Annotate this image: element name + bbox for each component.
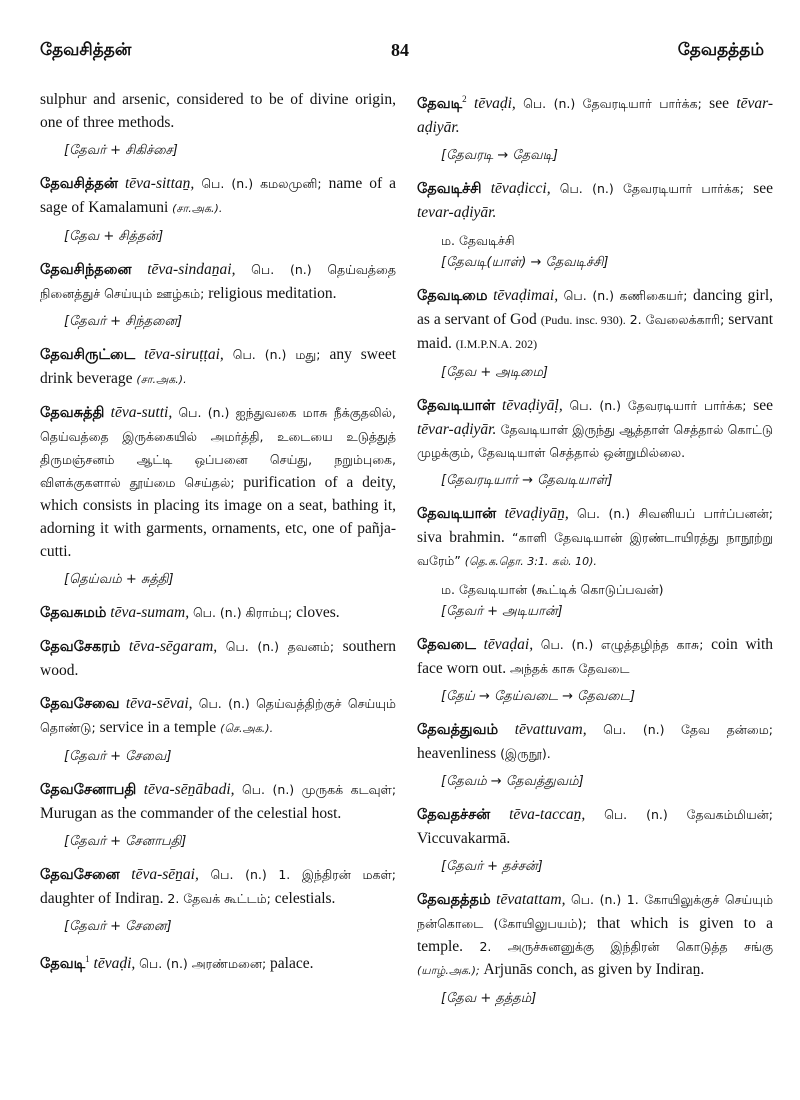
running-head-left: தேவசித்தன் xyxy=(40,40,132,60)
part-of-speech: பெ. (n.) xyxy=(201,176,254,191)
definition-ta: தேவரடியார் பார்க்க; xyxy=(622,181,744,197)
transliteration: tēvattuvam, xyxy=(514,721,587,739)
definition-en: southern wood. xyxy=(40,638,396,679)
headword: தேவசேகரம் xyxy=(40,639,121,655)
definition-en: celestials. xyxy=(274,890,336,907)
transliteration: tēvaḍiyāḷ, xyxy=(502,397,563,415)
entry-tevasindanai xyxy=(40,258,396,305)
part-of-speech: பெ. (n.) xyxy=(225,639,280,654)
definition-ta: எழுத்தழிந்த காசு; xyxy=(600,637,704,653)
part-of-speech: பெ. (n.) xyxy=(192,605,242,620)
definition-ta: தெய்வத்திற்குச் செய்யும் தொண்டு; xyxy=(40,696,396,735)
definition-en: Viccuvakarmā. xyxy=(417,830,511,848)
proverb: தேவடியாள் இருந்து ஆத்தாள் செத்தால் கொட்டு முழக்கும், தேவடியாள் செத்தால் ஒன்றுமில்லை. xyxy=(417,422,774,461)
etymology: [தேவர் + சேவை] xyxy=(64,749,172,764)
headword: தேவடை xyxy=(417,637,476,654)
etymology: [தேவடி(யாள்) → தேவடிச்சி] xyxy=(441,255,609,271)
part-of-speech: பெ. (n.) xyxy=(139,956,188,972)
transliteration: tēva-sumam, xyxy=(110,604,190,621)
entry-tevadimai xyxy=(417,284,773,356)
headword: தேவசுத்தி xyxy=(40,405,105,421)
etymology: [தேவர் + அடியான்] xyxy=(441,604,563,620)
source-ref: (யாழ்.அக.); xyxy=(417,964,480,978)
transliteration: tēva-taccaṉ, xyxy=(509,806,586,824)
entry-tevasutti xyxy=(40,401,396,563)
transliteration: tēva-siruṭṭai, xyxy=(144,346,224,363)
part-of-speech: பெ. (n.) xyxy=(577,506,631,522)
etymology: [தேவ + அடிமை] xyxy=(441,365,548,381)
transliteration: tēva-sutti, xyxy=(110,404,173,421)
definition-ta: தேவ தன்மை; xyxy=(681,722,773,738)
transliteration: tēva-sēṉābadi, xyxy=(143,781,235,798)
entry-tevadi-2 xyxy=(417,88,773,139)
definition-en: any sweet drink beverage xyxy=(40,346,397,387)
headword: தேவசிந்தனை xyxy=(40,262,132,278)
definition-en: siva brahmin. xyxy=(417,529,505,547)
entry-tevasegaram xyxy=(40,635,396,682)
part-of-speech: பெ. (n.) xyxy=(569,398,622,414)
headword: தேவதச்சன் xyxy=(417,807,491,824)
running-head-right: தேவதத்தம் xyxy=(677,40,764,60)
entry-tevatattam xyxy=(417,888,773,982)
part-of-speech: பெ. (n.) xyxy=(251,262,312,277)
transliteration: tēva-sindaṉai, xyxy=(147,261,236,278)
transliteration: tēvaḍicci, xyxy=(490,180,551,198)
definition-en: servant maid. xyxy=(417,311,774,353)
headword: தேவசேனாபதி xyxy=(40,782,137,798)
etymology: [தேவர் + சேனாபதி] xyxy=(64,834,187,849)
definition-ta: வேலைக்காரி; xyxy=(645,312,725,328)
definition-en: purification of a deity, which consists in placing its image on a seat, bathing it, adorning it with garments, ornaments, etc, one of pañja-cutti. xyxy=(40,474,396,560)
part-of-speech: பெ. (n.) xyxy=(570,892,622,908)
headword: தேவசுமம் xyxy=(40,605,107,621)
headword: தேவடி xyxy=(417,96,463,113)
left-column xyxy=(40,88,396,976)
source-ref: (சா.அக.). xyxy=(136,373,187,386)
entry-tevadiyal xyxy=(417,394,773,464)
definition-ta: தேவரடியார் பார்க்க; xyxy=(582,96,702,112)
definition-ta: தவனம்; xyxy=(287,639,335,654)
transliteration: tēvaḍai, xyxy=(483,636,534,654)
headword: தேவடியான் xyxy=(417,506,497,523)
entry-continuation xyxy=(40,88,396,134)
usage-example: அந்தக் காசு தேவடை xyxy=(509,661,630,677)
etymology: [தேவம் → தேவத்துவம்] xyxy=(441,774,584,790)
definition-en: palace. xyxy=(270,955,314,973)
headword: தேவசித்தன் xyxy=(40,176,118,192)
part-of-speech: பெ. (n.) xyxy=(178,405,230,420)
sense-number: 2. xyxy=(629,312,642,328)
definition-en: see xyxy=(709,95,729,113)
entry-tevadi-1 xyxy=(40,948,396,976)
definition-ta: தேவக் கூட்டம்; xyxy=(183,891,271,906)
definition-en: name of a sage of Kamalamuni xyxy=(40,175,397,216)
transliteration: tēvaḍi, xyxy=(93,955,136,973)
transliteration: tēvaḍiyāṉ, xyxy=(504,505,569,523)
sense-number: 1. xyxy=(626,892,639,908)
etymology: [தேய் → தேய்வடை → தேவடை] xyxy=(441,689,636,705)
entry-tevasumam xyxy=(40,601,396,625)
definition-en: heavenliness xyxy=(417,745,497,763)
definition-en: see xyxy=(753,397,773,415)
transliteration: tēva-sēṉai, xyxy=(131,866,199,883)
entry-tevadicci xyxy=(417,177,773,224)
etymology: [தேவ + தத்தம்] xyxy=(441,991,537,1007)
entry-tevadai xyxy=(417,633,773,680)
etymology: [தேவர் + தச்சன்] xyxy=(441,859,543,875)
definition-ta: தேவகம்மியன்; xyxy=(686,807,773,823)
part-of-speech: பெ. (n.) xyxy=(210,867,267,882)
headword: தேவடியாள் xyxy=(417,398,496,415)
headword: தேவடிமை xyxy=(417,288,488,305)
etymology: [தேவ + சித்தன்] xyxy=(64,229,164,244)
entry-tevataccan xyxy=(417,803,773,850)
definition-en: see xyxy=(753,180,773,198)
definition-en: Murugan as the commander of the celestial host. xyxy=(40,805,342,822)
entry-tevasiruttai xyxy=(40,343,396,391)
source-ref: (இருநூ). xyxy=(500,746,551,762)
definition-en: cloves. xyxy=(296,604,340,621)
transliteration: tēvaḍimai, xyxy=(493,287,559,305)
definition-ta: அருச்சுனனுக்கு இந்திரன் கொடுத்த சங்கு xyxy=(507,939,774,955)
definition-ta: அரண்மனை; xyxy=(191,956,267,972)
part-of-speech: பெ. (n.) xyxy=(523,96,576,112)
entry-tevasittan xyxy=(40,172,396,220)
source-ref: (I.M.P.N.A. 202) xyxy=(455,337,538,352)
part-of-speech: பெ. (n.) xyxy=(540,637,594,653)
part-of-speech: பெ. (n.) xyxy=(559,181,614,197)
transliteration: tēva-sittaṉ, xyxy=(124,175,195,192)
etymology: [தேவர் + சிகிச்சை] xyxy=(64,143,178,158)
headword: தேவத்துவம் xyxy=(417,722,499,739)
quotation: “காளி தேவடியான் இரண்டாயிரத்து நாநூற்று வரேம்” xyxy=(417,530,773,569)
transliteration: tēvatattam, xyxy=(496,891,566,909)
part-of-speech: பெ. (n.) xyxy=(232,347,287,362)
definition-ta: தெய்வத்தை நினைத்துச் செய்யும் ஊழ்கம்; xyxy=(40,262,396,301)
source-ref: (செ.அக.). xyxy=(220,722,274,735)
page-header xyxy=(0,0,800,70)
headword: தேவசேவை xyxy=(40,696,120,712)
sense-number: 1. xyxy=(278,867,291,882)
page-number: 84 xyxy=(391,40,409,60)
etymology: [தேவரடி → தேவடி] xyxy=(441,148,558,164)
transliteration: tēva-sēvai, xyxy=(125,695,193,712)
definition-ta: முருகக் கடவுள்; xyxy=(301,782,397,797)
entry-tevasevai xyxy=(40,692,396,740)
transliteration: tēvaḍi, xyxy=(474,95,516,113)
source-ref: (தெ.க.தொ. 3:1. கல். 10). xyxy=(464,555,597,569)
definition-en: Arjunās conch, as given by Indiraṉ. xyxy=(483,961,705,979)
definition-ta: கோயிலுக்குச் செய்யும் நன்கொடை (கோயிலுபயம்); xyxy=(417,892,774,932)
etymology: [தேவரடியார் → தேவடியாள்] xyxy=(441,473,613,489)
definition-en: coin with face worn out. xyxy=(417,636,774,678)
definition-ta: தேவரடியார் பார்க்க; xyxy=(627,398,747,414)
cross-reference: tevar-aḍiyār. xyxy=(417,204,497,222)
sense-number: 2. xyxy=(479,939,492,955)
definition-en: that which is given to a temple. xyxy=(417,915,773,956)
entry-tevasenabadi xyxy=(40,778,396,825)
etymology: [தேவர் + சிந்தனை] xyxy=(64,314,183,329)
etymology: [தெய்வம் + சுத்தி] xyxy=(64,572,174,587)
headword: தேவடி xyxy=(40,956,86,973)
definition-ta: சிவனியப் பார்ப்பனன்; xyxy=(638,506,774,522)
cognate: ம. தேவடிச்சி xyxy=(441,233,515,249)
cognate: ம. தேவடியான் (கூட்டிக் கொடுப்பவன்) xyxy=(441,582,664,598)
part-of-speech: பெ. (n.) xyxy=(241,782,295,797)
definition-ta: மது; xyxy=(295,347,321,362)
part-of-speech: பெ. (n.) xyxy=(603,722,665,738)
cross-reference: tēvar-aḍiyār. xyxy=(417,421,497,439)
definition-en: daughter of Indiraṉ. xyxy=(40,890,164,907)
headword: தேவசிருட்டை xyxy=(40,347,136,363)
definition-ta: இந்திரன் மகள்; xyxy=(301,867,397,882)
definition-en: sulphur and arsenic, considered to be of divine origin, one of three methods. xyxy=(40,91,396,131)
definition-ta: கிராம்பு; xyxy=(245,605,293,620)
source-ref: (Pudu. insc. 930). xyxy=(540,313,626,328)
cross-reference: tēvar-aḍiyār. xyxy=(417,95,774,137)
definition-ta: ஐந்துவகை மாசு நீக்குதலில், தெய்வத்தை இருக்கையில் அமர்த்தி, உடையை உடுத்துத் திருமஞ்சனம் ஆட்டி ஒப்பனை செய்து, நறும்புகை, விளக்குகளால் தூய்மை செய்தல்; xyxy=(40,405,396,490)
definition-ta: கணிகையர்; xyxy=(619,288,688,304)
homograph-number: 2 xyxy=(462,94,467,104)
right-column xyxy=(417,88,773,1010)
source-ref: (சா.அக.). xyxy=(172,202,223,215)
definition-en: dancing girl, as a servant of God xyxy=(417,287,774,329)
part-of-speech: பெ. (n.) xyxy=(198,696,250,711)
definition-en: service in a temple xyxy=(99,719,217,736)
entry-tevadiyan xyxy=(417,502,773,573)
part-of-speech: பெ. (n.) xyxy=(563,288,614,304)
definition-en: religious meditation. xyxy=(208,285,337,302)
definition-ta: கமலமுனி; xyxy=(260,176,322,191)
part-of-speech: பெ. (n.) xyxy=(604,807,668,823)
entry-tevattuvam xyxy=(417,718,773,765)
headword: தேவசேனை xyxy=(40,867,120,883)
homograph-number: 1 xyxy=(85,954,90,964)
transliteration: tēva-sēgaram, xyxy=(128,638,218,655)
headword: தேவடிச்சி xyxy=(417,181,482,198)
etymology: [தேவர் + சேனை] xyxy=(64,919,172,934)
headword: தேவதத்தம் xyxy=(417,892,491,909)
entry-tevasenai xyxy=(40,863,396,910)
sense-number: 2. xyxy=(167,891,180,906)
